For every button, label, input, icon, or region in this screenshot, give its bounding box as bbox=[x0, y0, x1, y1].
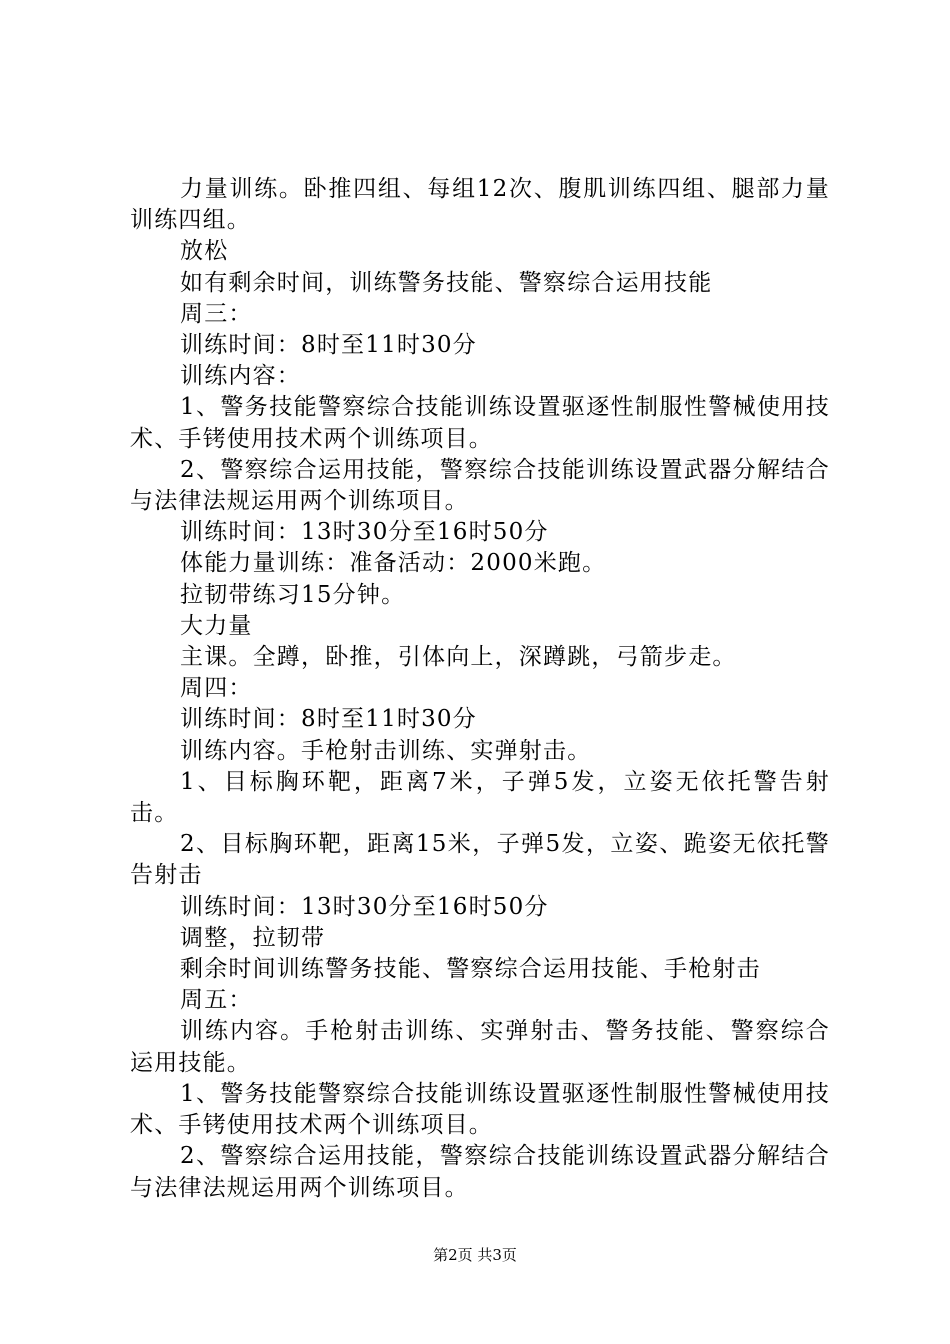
paragraph: 调整，拉韧带 bbox=[180, 924, 326, 951]
section-heading: 周四： bbox=[180, 675, 253, 702]
paragraph: 拉韧带练习15分钟。 bbox=[180, 581, 406, 608]
paragraph: 力量训练。卧推四组、每组12次、腹肌训练四组、腿部力量训练四组。 bbox=[130, 176, 830, 234]
paragraph: 大力量 bbox=[180, 612, 253, 639]
paragraph: 训练内容： bbox=[180, 363, 301, 390]
paragraph: 训练时间：8时至11时30分 bbox=[180, 706, 477, 733]
page-footer: 第2页 共3页 bbox=[433, 1246, 517, 1264]
list-item: 2、目标胸环靶，距离15米，子弹5发，立姿、跪姿无依托警告射击 bbox=[130, 831, 830, 889]
list-item: 1、警务技能警察综合技能训练设置驱逐性制服性警械使用技术、手铐使用技术两个训练项目。 bbox=[130, 1080, 830, 1139]
paragraph: 如有剩余时间，训练警务技能、警察综合运用技能 bbox=[180, 269, 713, 296]
section-heading: 周三： bbox=[180, 300, 253, 327]
paragraph: 训练时间：13时30分至16时50分 bbox=[180, 893, 549, 920]
paragraph: 训练时间：13时30分至16时50分 bbox=[180, 519, 549, 546]
list-item: 1、警务技能警察综合技能训练设置驱逐性制服性警械使用技术、手铐使用技术两个训练项目。 bbox=[130, 394, 830, 452]
list-item: 2、警察综合运用技能，警察综合技能训练设置武器分解结合与法律法规运用两个训练项目。 bbox=[130, 456, 830, 515]
paragraph: 主课。全蹲，卧推，引体向上，深蹲跳，弓箭步走。 bbox=[180, 644, 737, 671]
paragraph: 放松 bbox=[180, 238, 229, 265]
list-item: 1、目标胸环靶，距离7米，子弹5发，立姿无依托警告射击。 bbox=[130, 768, 830, 827]
paragraph: 体能力量训练：准备活动：2000米跑。 bbox=[180, 550, 607, 577]
paragraph: 训练时间：8时至11时30分 bbox=[180, 332, 477, 359]
paragraph: 剩余时间训练警务技能、警察综合运用技能、手枪射击 bbox=[180, 956, 761, 983]
document-body bbox=[130, 174, 830, 1204]
section-heading: 周五： bbox=[180, 987, 253, 1014]
paragraph: 训练内容。手枪射击训练、实弹射击。 bbox=[180, 737, 592, 764]
paragraph: 训练内容。手枪射击训练、实弹射击、警务技能、警察综合运用技能。 bbox=[130, 1018, 830, 1076]
list-item: 2、警察综合运用技能，警察综合技能训练设置武器分解结合与法律法规运用两个训练项目。 bbox=[130, 1143, 830, 1201]
